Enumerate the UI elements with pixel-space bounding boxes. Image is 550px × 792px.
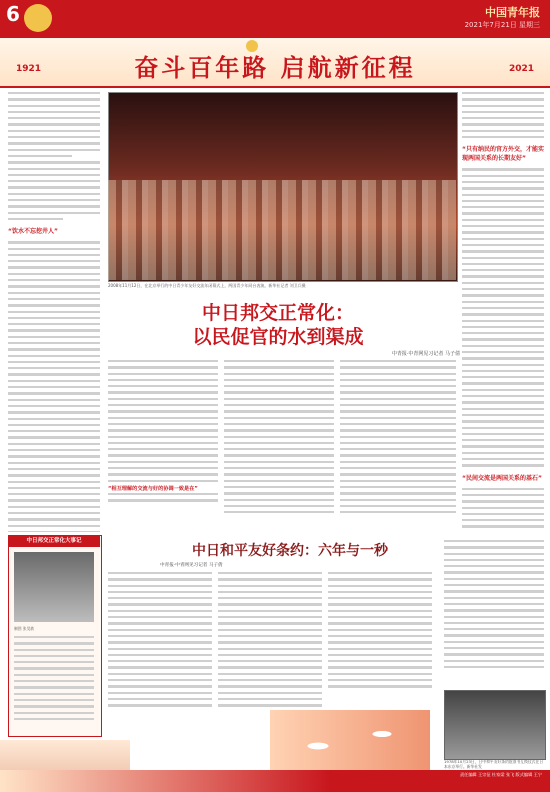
footer-credit: 责任编辑 王宗征 杜家梁 张飞 版式编辑 王宁	[459, 772, 542, 777]
story1-photo-caption: 2008年11月12日，在北京举行的中日青少年友好交流年闭幕式上，两国青少年同台表演。新华社记者 刘卫兵摄	[108, 283, 306, 288]
page-number: 6	[6, 2, 20, 26]
date-line: 2021年7月21日 星期三	[464, 21, 540, 29]
page-header	[0, 0, 550, 38]
doves-illustration	[270, 710, 430, 770]
story1-column-3	[224, 360, 334, 530]
story1-column-2	[108, 360, 218, 530]
chronology-credit: 制图 张昊轶	[14, 626, 35, 631]
story1-column-1	[8, 92, 100, 532]
story2-photo-caption: 1978年10月23日，日中和平友好条约批准书互换仪式在日本东京举行。新华社发	[444, 759, 544, 769]
story2-column-2	[218, 572, 322, 722]
story1-pull-quote: “相互理解的交流与好的协调一致是在”	[108, 485, 198, 492]
story2-column-3	[328, 572, 432, 702]
story1-subhead-3: “民间交流是两国关系的基石”	[462, 474, 542, 482]
banner-title: 奋斗百年路 启航新征程	[134, 53, 416, 82]
year-right: 2021	[508, 64, 534, 74]
story1-column-right	[462, 92, 544, 532]
story2-column-4	[444, 540, 544, 684]
story1-subhead-2: “只有纳民的官方外交，才能实现两国关系的长期友好”	[462, 146, 544, 163]
masthead-logo: 中国青年报	[485, 6, 540, 19]
story1-column-4	[340, 360, 456, 530]
party-emblem-icon	[24, 4, 52, 32]
story1-byline: 中青报·中青网见习记者 马子倩	[391, 351, 460, 357]
chronology-photo	[14, 552, 94, 622]
story1-headline-line1: 中日邦交正常化：	[201, 302, 354, 324]
story2-column-1	[108, 572, 212, 722]
story1-subhead-1: “饮水不忘挖井人”	[8, 228, 58, 236]
story2-headline: 中日和平友好条约：六年与一秒	[192, 543, 388, 559]
story2-photo	[444, 690, 546, 760]
story2-byline: 中青报·中青网见习记者 马子倩	[160, 563, 223, 568]
story1-headline-line2: 以民促官的水到渠成	[192, 326, 364, 348]
story1-photo-crowd	[108, 180, 456, 280]
chronology-list	[14, 636, 94, 732]
year-left: 1921	[16, 64, 42, 74]
chronology-title: 中日邦交正常化大事记	[8, 535, 100, 547]
